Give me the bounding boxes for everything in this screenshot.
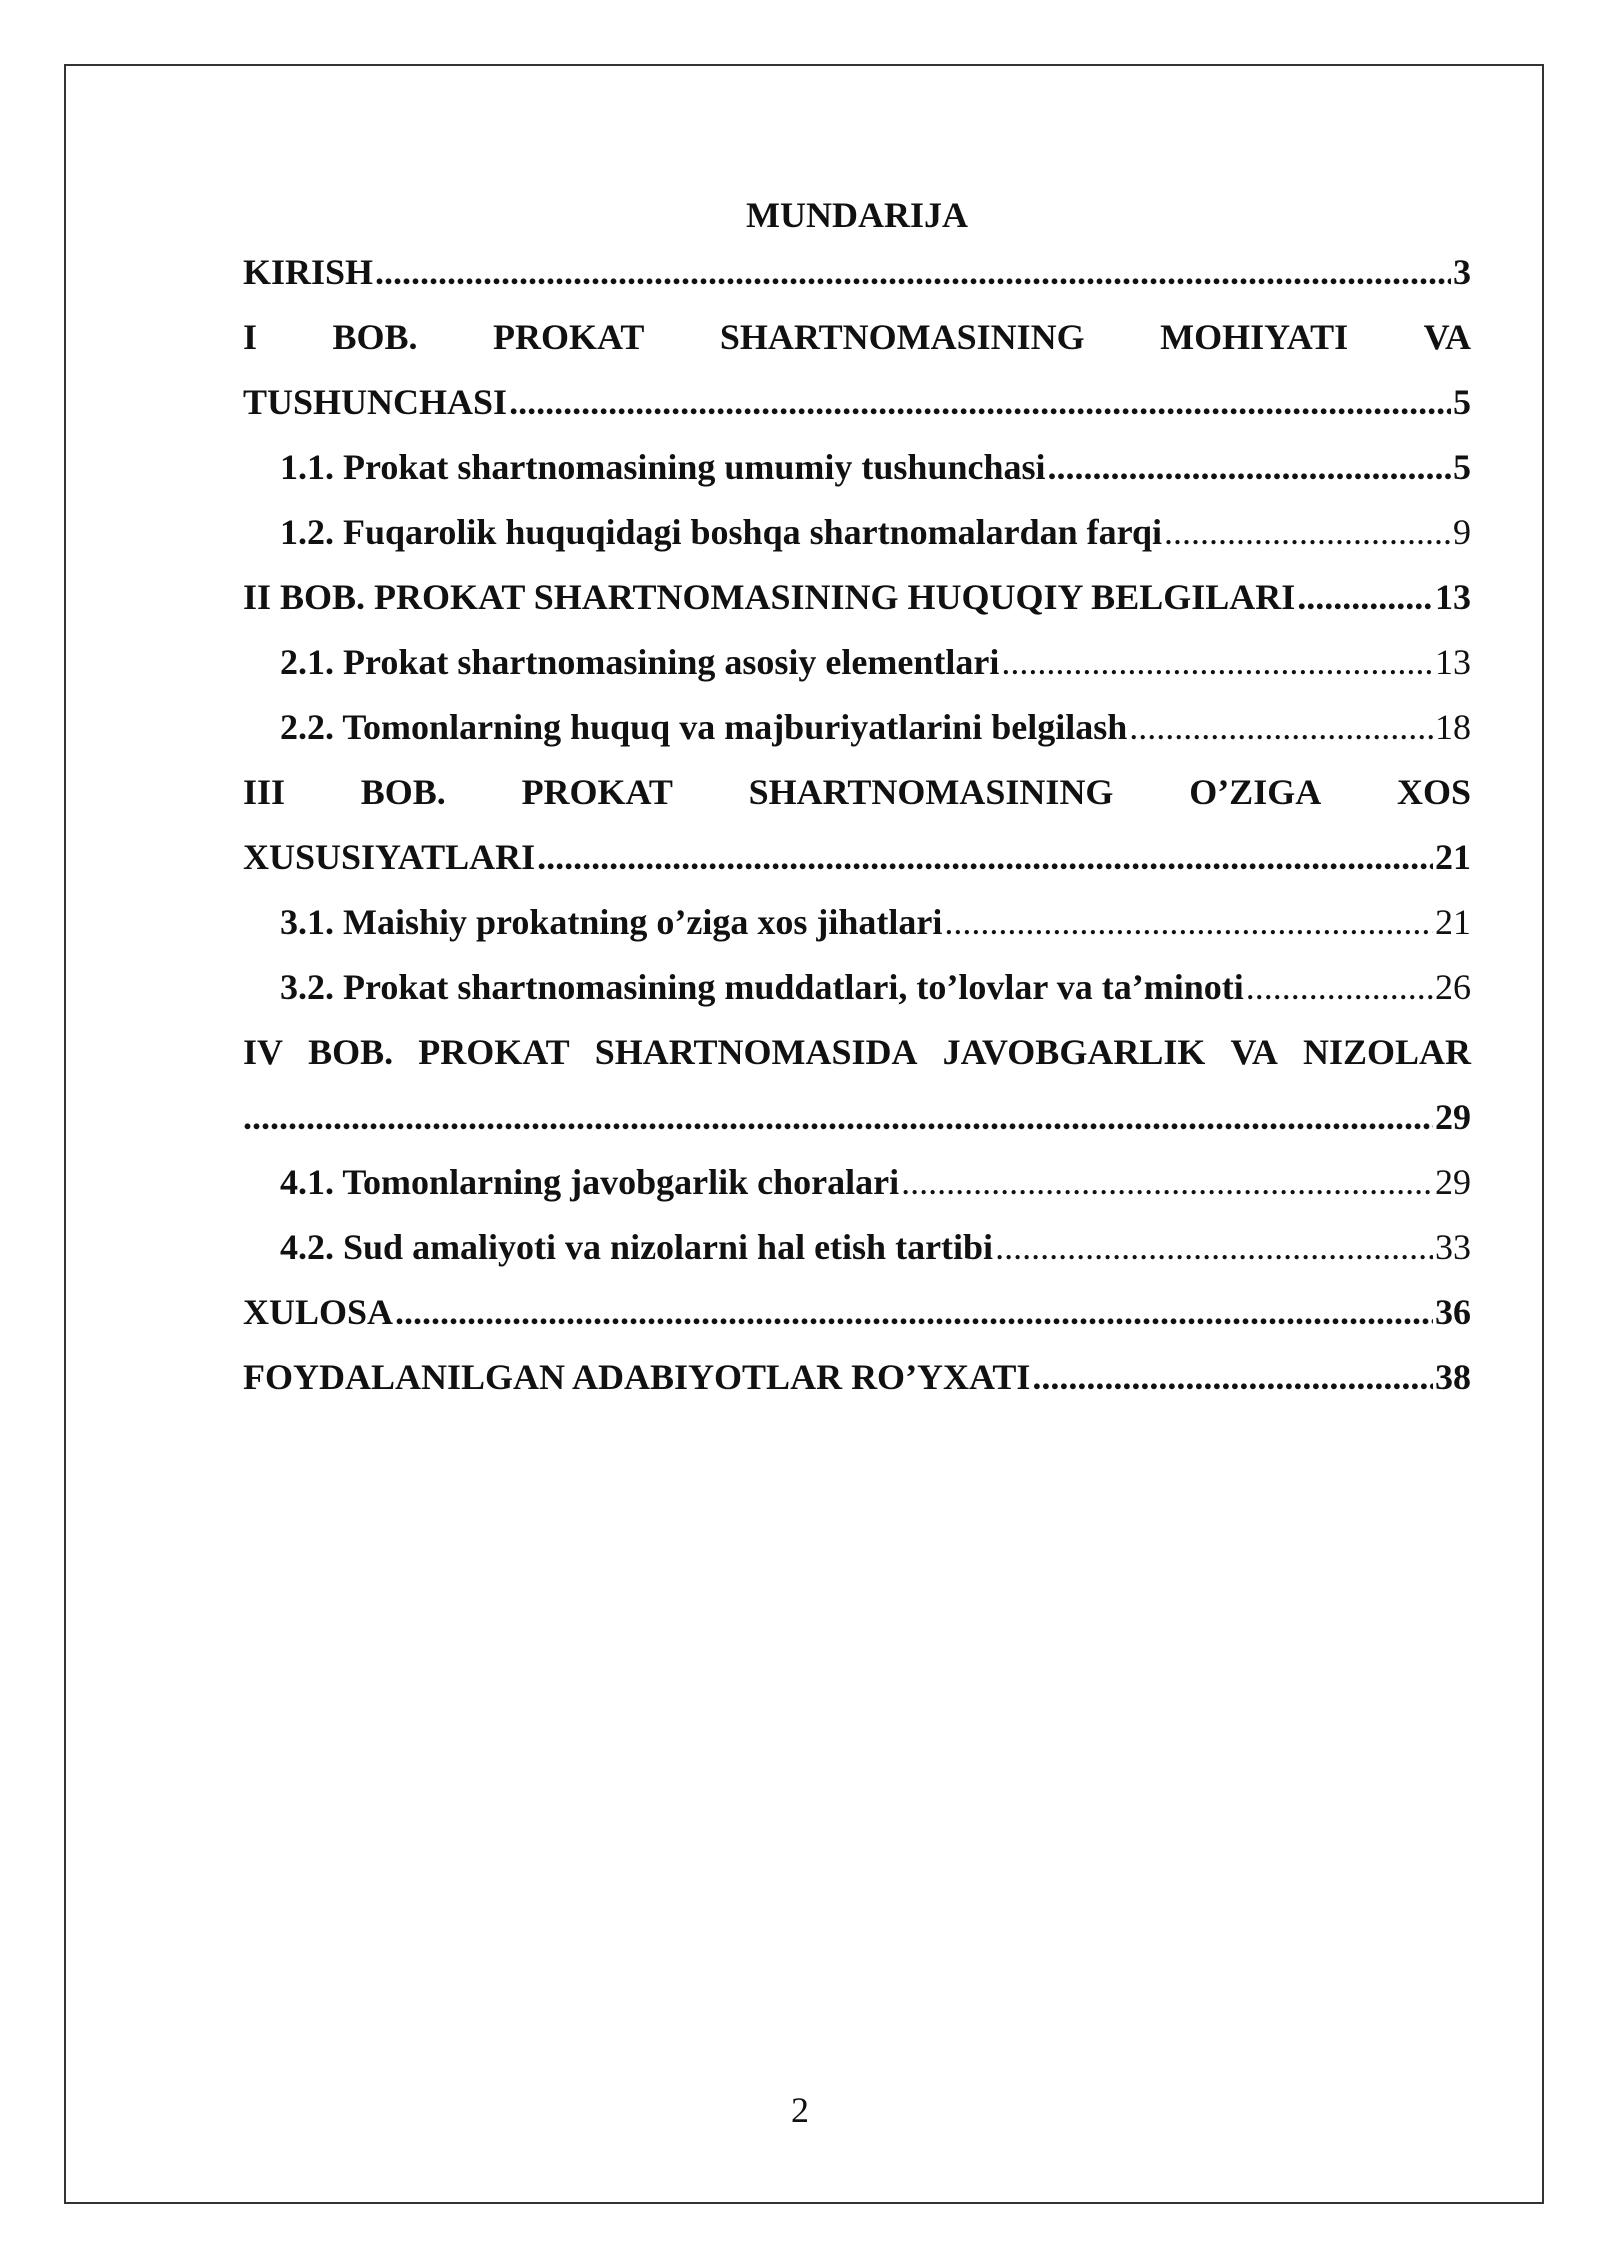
toc-word: SHARTNOMASINING — [748, 772, 1114, 812]
toc-entry-text: 4.1. Tomonlarning javobgarlik choralari — [280, 1162, 900, 1202]
toc-entry-text: 4.2. Sud amaliyoti va nizolarni hal etish tartibi — [280, 1227, 994, 1267]
toc-word: NIZOLAR — [1302, 1032, 1471, 1072]
toc-word: III — [243, 772, 286, 812]
dot-leader — [509, 370, 1451, 435]
dot-leader — [1129, 695, 1433, 760]
toc-section-2-2[interactable] — [243, 695, 1471, 760]
toc-entry-text: 2.2. Tomonlarning huquq va majburiyatlarini belgilash — [280, 707, 1128, 747]
toc-word: SHARTNOMASINING — [719, 317, 1085, 357]
toc-word: IV — [243, 1032, 284, 1072]
toc-word: O’ZIGA — [1189, 772, 1322, 812]
toc-entry-text: 2.1. Prokat shartnomasining asosiy elementlari — [280, 642, 1000, 682]
toc-chapter4-line2[interactable] — [243, 1085, 1471, 1150]
toc-chapter1-line1[interactable] — [243, 305, 1471, 370]
toc-word: MOHIYATI — [1160, 317, 1349, 357]
toc-entry-page: 18 — [1435, 707, 1471, 747]
toc-word: XOS — [1396, 772, 1471, 812]
dot-leader — [375, 240, 1451, 305]
toc-chapter4-line1[interactable] — [243, 1020, 1471, 1085]
toc-entry-references[interactable] — [243, 1345, 1471, 1410]
dot-leader — [1001, 630, 1433, 695]
toc-entry-page: 5 — [1453, 382, 1471, 422]
toc-word: VA — [1423, 317, 1471, 357]
toc-section-2-1[interactable] — [243, 630, 1471, 695]
dot-leader — [995, 1215, 1433, 1280]
toc-entry-text: FOYDALANILGAN ADABIYOTLAR RO’YXATI — [243, 1357, 1031, 1397]
toc-entry-text: 1.2. Fuqarolik huquqidagi boshqa shartnomalardan farqi — [280, 512, 1162, 552]
toc-word: VA — [1230, 1032, 1278, 1072]
toc-entry-page: 5 — [1453, 447, 1471, 487]
toc-section-1-1[interactable] — [243, 435, 1471, 500]
toc-chapter1-line2[interactable] — [243, 370, 1471, 435]
toc-entry-page: 33 — [1435, 1227, 1471, 1267]
toc-entry-text: II BOB. PROKAT SHARTNOMASINING HUQUQIY BELGILARI — [243, 577, 1296, 617]
dot-leader — [395, 1280, 1433, 1345]
toc-entry-page: 26 — [1435, 967, 1471, 1007]
toc-entry-text: 1.1. Prokat shartnomasining umumiy tushunchasi — [280, 447, 1046, 487]
toc-section-4-2[interactable] — [243, 1215, 1471, 1280]
toc-entry-page: 13 — [1435, 642, 1471, 682]
table-of-contents — [243, 190, 1471, 1410]
page-number: 2 — [791, 2090, 809, 2130]
toc-word: SHARTNOMASIDA — [594, 1032, 918, 1072]
dot-leader — [1048, 435, 1451, 500]
toc-entry-page: 36 — [1435, 1292, 1471, 1332]
dot-leader — [1246, 955, 1433, 1020]
toc-entry-text: 3.1. Maishiy prokatning o’ziga xos jihatlari — [280, 902, 943, 942]
toc-entry-page: 9 — [1453, 512, 1471, 552]
dot-leader — [243, 1085, 1433, 1150]
toc-entry-page: 3 — [1453, 252, 1471, 292]
toc-word: I — [243, 317, 258, 357]
toc-entry-conclusion[interactable] — [243, 1280, 1471, 1345]
toc-entry-page: 29 — [1435, 1162, 1471, 1202]
dot-leader — [1297, 565, 1433, 630]
toc-title: MUNDARIJA — [746, 195, 968, 235]
toc-word: PROKAT — [418, 1032, 570, 1072]
toc-chapter3-line1[interactable] — [243, 760, 1471, 825]
toc-section-3-2[interactable] — [243, 955, 1471, 1020]
toc-word: BOB. — [332, 317, 418, 357]
toc-entry-intro[interactable] — [243, 240, 1471, 305]
toc-section-3-1[interactable] — [243, 890, 1471, 955]
toc-entry-page: 21 — [1435, 837, 1471, 877]
dot-leader — [901, 1150, 1433, 1215]
toc-word: BOB. — [308, 1032, 394, 1072]
toc-section-4-1[interactable] — [243, 1150, 1471, 1215]
dot-leader — [537, 825, 1433, 890]
toc-word: PROKAT — [521, 772, 673, 812]
toc-entry-text: XULOSA — [243, 1292, 394, 1332]
toc-word: BOB. — [360, 772, 446, 812]
toc-word: JAVOBGARLIK — [942, 1032, 1206, 1072]
toc-entry-page: 13 — [1435, 577, 1471, 617]
dot-leader — [1164, 500, 1451, 565]
toc-chapter2[interactable] — [243, 565, 1471, 630]
toc-word: PROKAT — [493, 317, 645, 357]
toc-entry-text: XUSUSIYATLARI — [243, 837, 536, 877]
toc-chapter3-line2[interactable] — [243, 825, 1471, 890]
toc-entry-page: 38 — [1435, 1357, 1471, 1397]
toc-entry-text: TUSHUNCHASI — [243, 382, 508, 422]
toc-section-1-2[interactable] — [243, 500, 1471, 565]
toc-entry-page: 29 — [1435, 1097, 1471, 1137]
toc-entry-text: KIRISH — [243, 252, 374, 292]
dot-leader — [944, 890, 1433, 955]
toc-entry-text: 3.2. Prokat shartnomasining muddatlari, to’lovlar va ta’minoti — [280, 967, 1244, 1007]
toc-entry-page: 21 — [1435, 902, 1471, 942]
dot-leader — [1032, 1345, 1433, 1410]
